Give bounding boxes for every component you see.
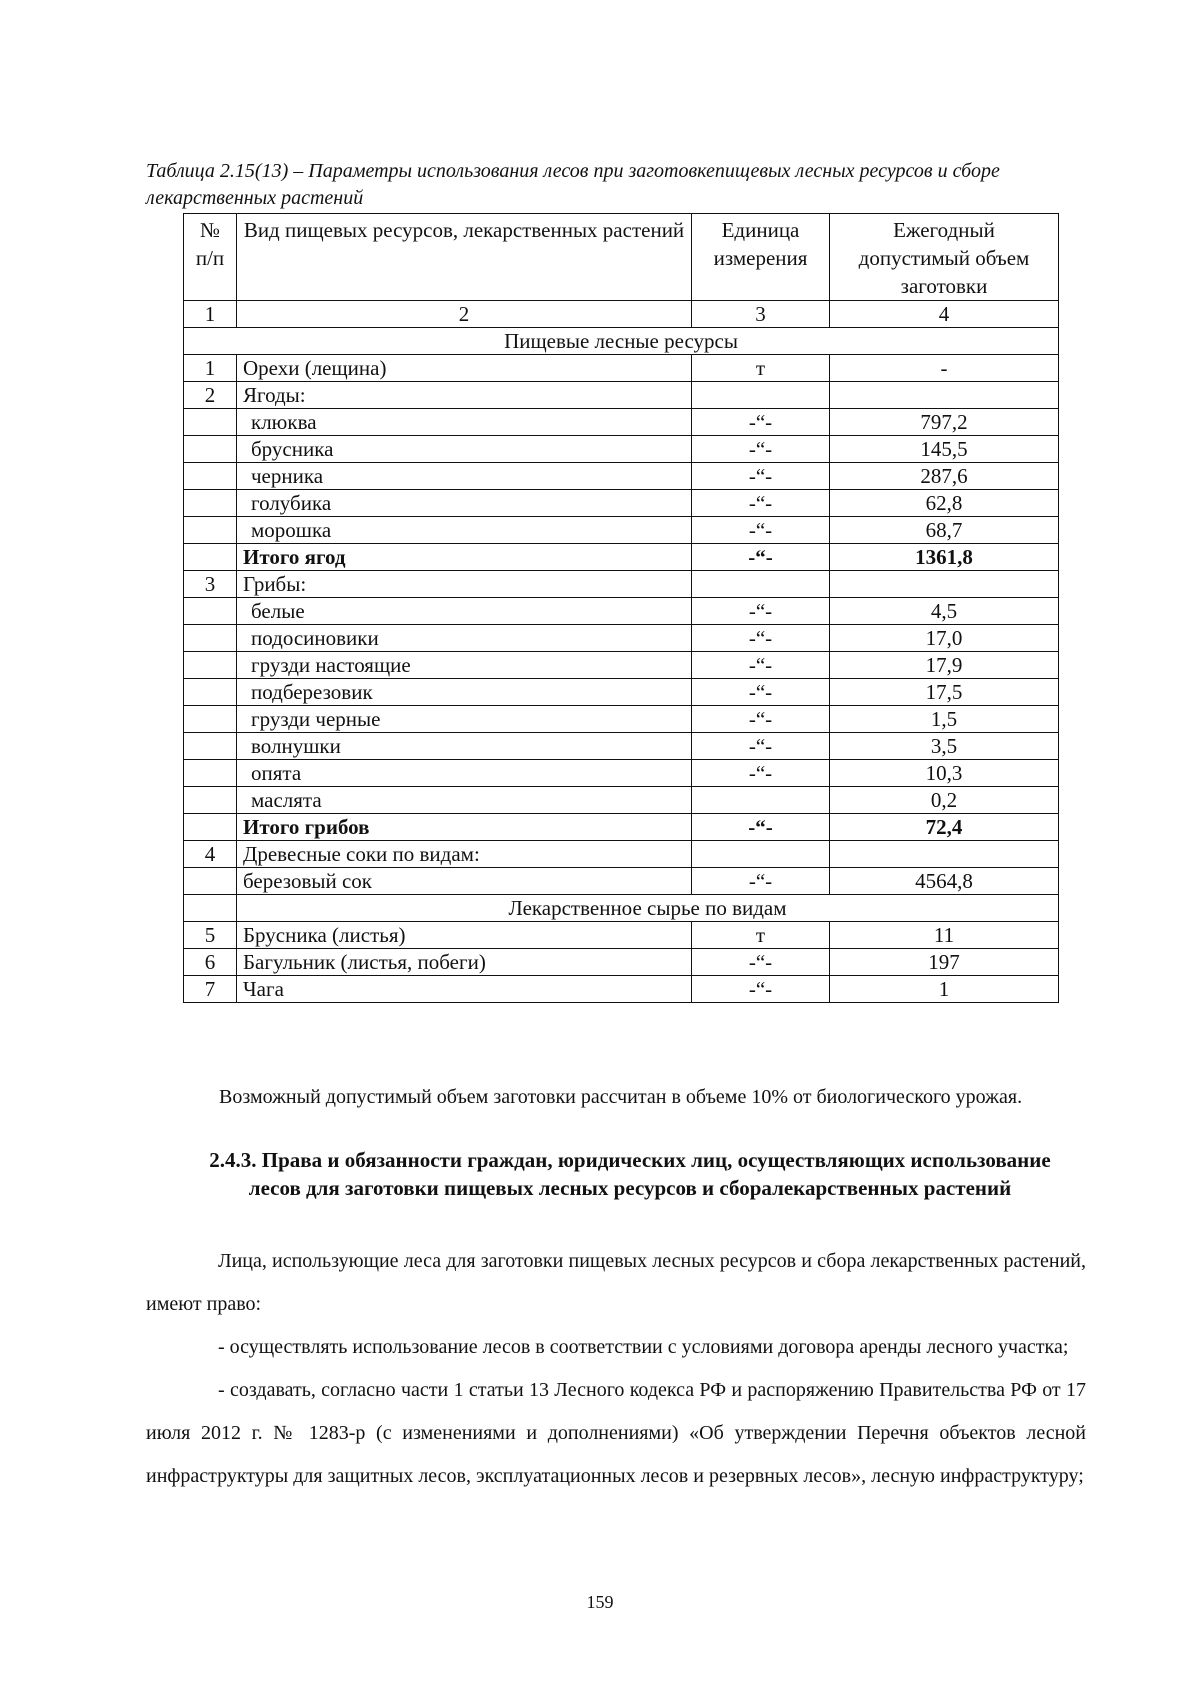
row-number <box>184 436 237 463</box>
row-name: белые <box>237 598 692 625</box>
row-value: 1361,8 <box>830 544 1059 571</box>
row-value: 4564,8 <box>830 868 1059 895</box>
row-number <box>184 652 237 679</box>
row-number: 6 <box>184 949 237 976</box>
row-unit: -“- <box>692 814 830 841</box>
table-row <box>184 652 1059 679</box>
row-value: 62,8 <box>830 490 1059 517</box>
row-name: березовый сок <box>237 868 692 895</box>
header-unit: Единица измерения <box>692 214 830 301</box>
row-name: Грибы: <box>237 571 692 598</box>
row-name: Орехи (лещина) <box>237 355 692 382</box>
table-row <box>184 814 1059 841</box>
row-unit: -“- <box>692 490 830 517</box>
row-unit <box>692 841 830 868</box>
row-number: 7 <box>184 976 237 1003</box>
table-row <box>184 787 1059 814</box>
row-unit: -“- <box>692 517 830 544</box>
row-value: 1 <box>830 976 1059 1003</box>
row-value: 1,5 <box>830 706 1059 733</box>
section-row-medicinal <box>184 895 1059 922</box>
table-row <box>184 760 1059 787</box>
row-value: 197 <box>830 949 1059 976</box>
row-number: 4 <box>184 841 237 868</box>
col-number: 1 <box>184 301 237 328</box>
section-title: Лекарственное сырье по видам <box>237 895 1059 922</box>
table-row <box>184 679 1059 706</box>
row-name: волнушки <box>237 733 692 760</box>
row-name: подосиновики <box>237 625 692 652</box>
table-row <box>184 733 1059 760</box>
table-row <box>184 868 1059 895</box>
row-number <box>184 517 237 544</box>
row-name: Чага <box>237 976 692 1003</box>
row-unit: т <box>692 922 830 949</box>
table-row <box>184 625 1059 652</box>
row-name: маслята <box>237 787 692 814</box>
row-name: черника <box>237 463 692 490</box>
row-number <box>184 625 237 652</box>
row-value: 287,6 <box>830 463 1059 490</box>
row-value: 0,2 <box>830 787 1059 814</box>
row-number: 5 <box>184 922 237 949</box>
row-number <box>184 706 237 733</box>
row-number <box>184 760 237 787</box>
row-value: 68,7 <box>830 517 1059 544</box>
table-row <box>184 409 1059 436</box>
row-unit: -“- <box>692 463 830 490</box>
row-name: грузди черные <box>237 706 692 733</box>
resources-table <box>183 213 1059 1003</box>
row-unit: т <box>692 355 830 382</box>
row-name: морошка <box>237 517 692 544</box>
row-value: 17,0 <box>830 625 1059 652</box>
header-name: Вид пищевых ресурсов, лекарственных растений <box>237 214 692 301</box>
row-number <box>184 733 237 760</box>
col-number: 3 <box>692 301 830 328</box>
table-row <box>184 517 1059 544</box>
row-unit: -“- <box>692 949 830 976</box>
table-row <box>184 706 1059 733</box>
row-number <box>184 409 237 436</box>
table-row <box>184 463 1059 490</box>
table-row <box>184 571 1059 598</box>
row-number <box>184 868 237 895</box>
row-value: 4,5 <box>830 598 1059 625</box>
row-unit: -“- <box>692 436 830 463</box>
section-title: Пищевые лесные ресурсы <box>184 328 1059 355</box>
table-row <box>184 382 1059 409</box>
row-value: 797,2 <box>830 409 1059 436</box>
row-unit <box>692 787 830 814</box>
row-value: 10,3 <box>830 760 1059 787</box>
row-name: клюква <box>237 409 692 436</box>
row-value: 11 <box>830 922 1059 949</box>
col-number: 4 <box>830 301 1059 328</box>
row-name: опята <box>237 760 692 787</box>
row-unit: -“- <box>692 760 830 787</box>
row-unit: -“- <box>692 706 830 733</box>
row-number: 2 <box>184 382 237 409</box>
table-row <box>184 922 1059 949</box>
header-volume: Ежегодный допустимый объем заготовки <box>830 214 1059 301</box>
row-number: 3 <box>184 571 237 598</box>
row-name: Древесные соки по видам: <box>237 841 692 868</box>
table-row <box>184 598 1059 625</box>
row-unit: -“- <box>692 976 830 1003</box>
table-row <box>184 544 1059 571</box>
row-unit: -“- <box>692 598 830 625</box>
paragraph: - осуществлять использование лесов в соответствии с условиями договора аренды лесного участка; <box>218 1336 1069 1358</box>
row-number <box>184 787 237 814</box>
column-numbers-row <box>184 301 1059 328</box>
row-number <box>184 598 237 625</box>
row-name: брусника <box>237 436 692 463</box>
row-unit <box>692 571 830 598</box>
row-name: голубика <box>237 490 692 517</box>
row-number <box>184 490 237 517</box>
row-unit <box>692 382 830 409</box>
table-row <box>184 436 1059 463</box>
section-heading: 2.4.3. Права и обязанности граждан, юридических лиц, осуществляющих использование лесов для заготовки пищевых лесных ресурсов и сборалекарственных растений <box>209 1148 1051 1200</box>
table-row <box>184 976 1059 1003</box>
row-value <box>830 841 1059 868</box>
row-name: Ягоды: <box>237 382 692 409</box>
table-caption: Таблица 2.15(13) – Параметры использования лесов при заготовкепищевых лесных ресурсов и сборе лекарственных растений <box>146 160 1000 209</box>
body-text <box>146 1240 1086 1498</box>
row-value: 3,5 <box>830 733 1059 760</box>
row-unit: -“- <box>692 868 830 895</box>
row-unit: -“- <box>692 409 830 436</box>
row-name: Итого ягод <box>237 544 692 571</box>
row-value <box>830 382 1059 409</box>
col-number: 2 <box>237 301 692 328</box>
row-name: Брусника (листья) <box>237 922 692 949</box>
row-unit: -“- <box>692 652 830 679</box>
table-row <box>184 355 1059 382</box>
table-header-row <box>184 214 1059 301</box>
page-number: 159 <box>586 1592 614 1612</box>
row-value: 72,4 <box>830 814 1059 841</box>
row-unit: -“- <box>692 625 830 652</box>
row-name: Багульник (листья, побеги) <box>237 949 692 976</box>
row-value <box>830 571 1059 598</box>
row-unit: -“- <box>692 544 830 571</box>
row-number: 1 <box>184 355 237 382</box>
row-name: подберезовик <box>237 679 692 706</box>
row-number <box>184 544 237 571</box>
note-paragraph: Возможный допустимый объем заготовки рассчитан в объеме 10% от биологического урожая. <box>219 1086 1023 1108</box>
table-row <box>184 949 1059 976</box>
row-name: грузди настоящие <box>237 652 692 679</box>
row-name: Итого грибов <box>237 814 692 841</box>
row-value: - <box>830 355 1059 382</box>
row-number <box>184 679 237 706</box>
row-unit: -“- <box>692 679 830 706</box>
paragraph: Лица, использующие леса для заготовки пищевых лесных ресурсов и сбора лекарственных растений, имеют право: <box>146 1250 1086 1315</box>
table-row <box>184 490 1059 517</box>
section-row-food <box>184 328 1059 355</box>
row-number <box>184 463 237 490</box>
row-value: 17,9 <box>830 652 1059 679</box>
row-unit: -“- <box>692 733 830 760</box>
table-row <box>184 841 1059 868</box>
header-number: № п/п <box>184 214 237 301</box>
row-number <box>184 814 237 841</box>
paragraph: - создавать, согласно части 1 статьи 13 Лесного кодекса РФ и распоряжению Правительства РФ от 17 июля 2012 г. № 1283-р (с изменениями и дополнениями) «Об утверждении Перечня объектов лесной инфраструктуры для защитных лесов, эксплуатационных лесов и резервных лесов», лесную инфраструктуру; <box>146 1379 1086 1487</box>
row-value: 17,5 <box>830 679 1059 706</box>
row-value: 145,5 <box>830 436 1059 463</box>
